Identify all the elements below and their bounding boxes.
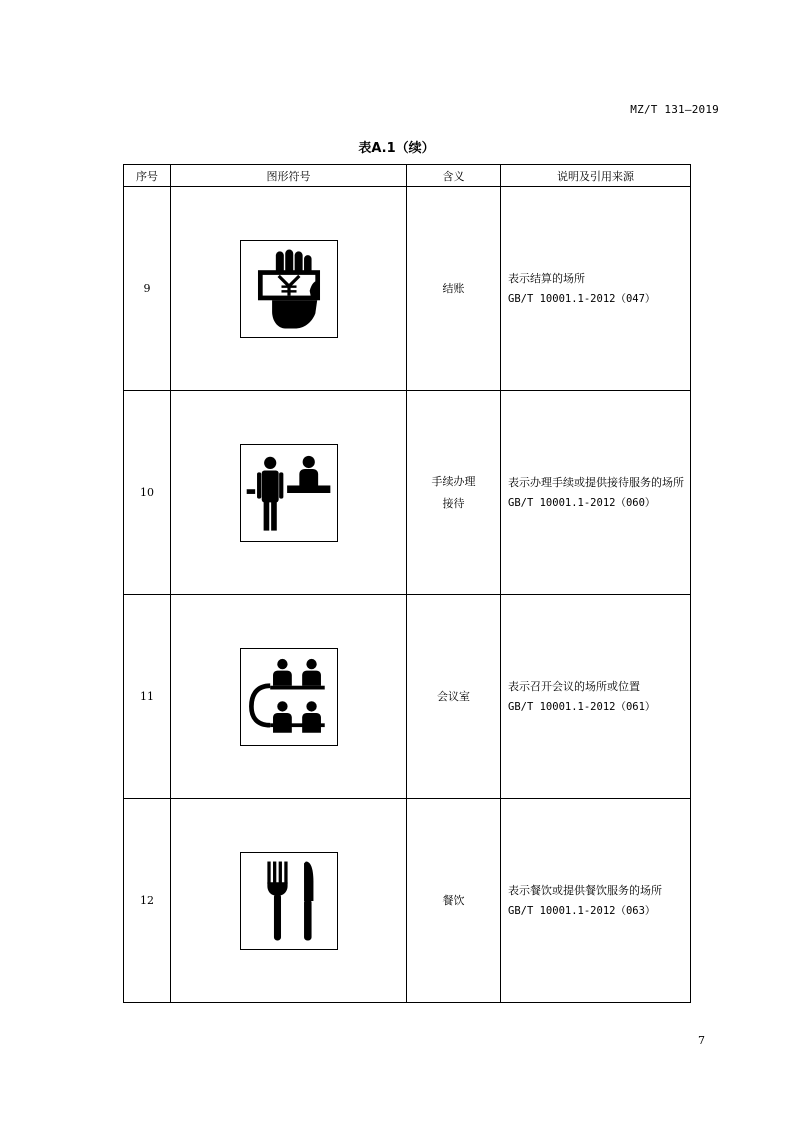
- symbols-table: [123, 164, 691, 1003]
- column-header-description: 说明及引用来源: [501, 165, 691, 187]
- source-reference: GB/T 10001.1-2012（060）: [508, 496, 656, 509]
- row-seq: 11: [124, 595, 171, 799]
- row-symbol: [171, 187, 407, 391]
- meeting-room-icon: [240, 648, 338, 746]
- table-row: [124, 799, 691, 1003]
- description-text: 表示结算的场所: [508, 271, 585, 285]
- row-meaning: [407, 187, 501, 391]
- row-seq: 9: [124, 187, 171, 391]
- row-symbol: [171, 391, 407, 595]
- description-text: 表示办理手续或提供接待服务的场所: [508, 475, 684, 489]
- meaning-line: 手续办理: [431, 474, 476, 488]
- row-meaning: [407, 799, 501, 1003]
- row-description: [501, 799, 691, 1003]
- reception-desk-icon: [240, 444, 338, 542]
- row-meaning: [407, 391, 501, 595]
- row-description: [501, 595, 691, 799]
- column-header-symbol: 图形符号: [171, 165, 407, 187]
- table-row: [124, 187, 691, 391]
- meaning-line: 结账: [442, 281, 465, 295]
- standard-code: MZ/T 131—2019: [630, 103, 719, 116]
- meaning-line: 会议室: [437, 689, 470, 703]
- column-header-seq: 序号: [124, 165, 171, 187]
- table-header-row: [124, 165, 691, 187]
- fork-knife-icon: [240, 852, 338, 950]
- meaning-line: 餐饮: [442, 893, 465, 907]
- row-description: [501, 187, 691, 391]
- description-text: 表示餐饮或提供餐饮服务的场所: [508, 883, 662, 897]
- column-header-meaning: 含义: [407, 165, 501, 187]
- table-row: [124, 595, 691, 799]
- row-meaning: [407, 595, 501, 799]
- row-symbol: [171, 799, 407, 1003]
- checkout-hand-yuan-icon: [240, 240, 338, 338]
- source-reference: GB/T 10001.1-2012（061）: [508, 700, 656, 713]
- row-seq: 10: [124, 391, 171, 595]
- row-symbol: [171, 595, 407, 799]
- row-description: [501, 391, 691, 595]
- source-reference: GB/T 10001.1-2012（063）: [508, 904, 656, 917]
- table-title: 表A.1（续）: [358, 141, 435, 156]
- meaning-line: 接待: [442, 496, 465, 510]
- page-number: 7: [698, 1034, 705, 1047]
- source-reference: GB/T 10001.1-2012（047）: [508, 292, 656, 305]
- description-text: 表示召开会议的场所或位置: [508, 679, 640, 693]
- row-seq: 12: [124, 799, 171, 1003]
- table-row: [124, 391, 691, 595]
